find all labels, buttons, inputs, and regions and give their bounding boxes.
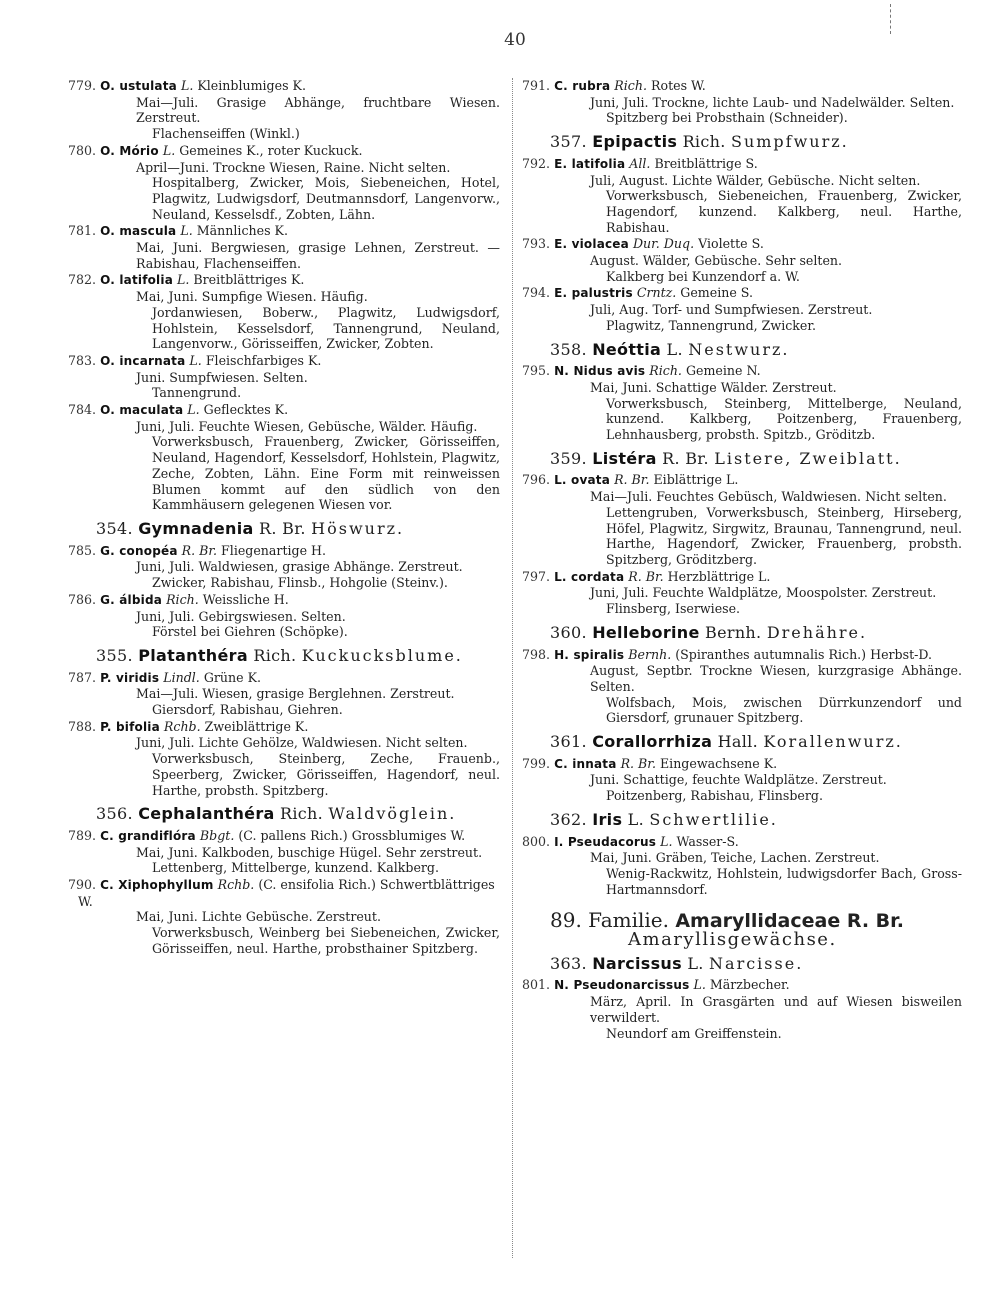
habitat-text: Juli, August. Lichte Wälder, Gebüsche. Nicht selten. <box>590 172 921 188</box>
species-heading <box>522 647 962 664</box>
localities-text: Vorwerksbusch, Steinberg, Mittelberge, Neuland, kunzend. Kalkberg, Poitzenberg, Frauenberg, Lehnhausberg, probsth. Spitzb., Gröditzb. <box>606 395 962 443</box>
species-name: E. latifolia <box>554 156 626 171</box>
family-name: Amaryllidaceae R. Br. <box>675 910 905 933</box>
localities-text: Kalkberg bei Kunzendorf a. W. <box>606 268 800 284</box>
common-name: Gemeines K., roter Kuckuck. <box>179 142 363 158</box>
habitat-text: Juni, Juli. Feuchte Wiesen, Gebüsche, Wälder. Häufig. <box>136 418 478 434</box>
species-number: 786. <box>68 591 97 607</box>
species-number: 794. <box>522 285 551 301</box>
species-author: L. <box>187 402 200 418</box>
genus-author: L. <box>627 809 644 829</box>
localities-text: Plagwitz, Tannengrund, Zwicker. <box>606 317 817 333</box>
species-heading <box>68 877 500 909</box>
genus-number: 360. <box>550 622 587 642</box>
species-heading <box>522 834 962 851</box>
species-heading <box>522 472 962 489</box>
common-name: (C. ensifolia Rich.) Schwertblättriges W. <box>78 877 495 909</box>
habitat-text: Juni. Sumpfwiesen. Selten. <box>136 369 308 385</box>
genus-number: 359. <box>550 448 587 468</box>
species-name: O. latifolia <box>100 273 173 288</box>
habitat-text: Mai, Juni. Gräben, Teiche, Lachen. Zerstreut. <box>590 850 880 866</box>
habitat-text: April—Juni. Trockne Wiesen, Raine. Nicht selten. <box>136 159 451 175</box>
localities-text: Vorwerksbusch, Frauenberg, Zwicker, Görisseiffen, Neuland, Hagendorf, Kesselsdorf, Hohlstein, Plagwitz, Zeche, Zobten, Lähn. Eine Form mit reinweissen Blumen kommt auf den südlich von den Kammhäusern gelegenen Wiesen vor. <box>152 434 500 513</box>
localities-text: Zwicker, Rabishau, Flinsb., Hohgolie (Steinv.). <box>152 575 448 591</box>
habitat-text: Mai—Juli. Wiesen, grasige Berglehnen. Zerstreut. <box>136 686 455 702</box>
genus-german-name: Narcisse. <box>709 953 804 973</box>
genus-name: Cephalanthéra <box>138 804 275 824</box>
species-number: 801. <box>522 977 551 993</box>
species-heading <box>68 543 500 560</box>
species-name: P. viridis <box>100 670 160 685</box>
genus-german-name: Höswurz. <box>311 518 405 538</box>
localities-text: Wolfsbach, Mois, zwischen Dürrkunzendorf und Giersdorf, grunauer Spitzberg. <box>606 694 962 726</box>
species-entry <box>522 977 962 1041</box>
species-heading <box>68 828 500 845</box>
species-number: 800. <box>522 833 551 849</box>
species-author: R. Br. <box>614 472 650 488</box>
genus-name: Listéra <box>592 448 657 468</box>
genus-author: R. Br. <box>662 448 709 468</box>
localities-text: Lettengruben, Vorwerksbusch, Steinberg, Hirseberg, Höfel, Plagwitz, Sirgwitz, Braunau, Tannengrund, neul. Harthe, Hagendorf, Zwicker, Frauenberg, probsth. Spitzberg, Gröditzberg. <box>606 504 962 567</box>
species-entry <box>522 756 962 804</box>
genus-heading <box>522 953 962 973</box>
species-name: L. ovata <box>554 473 611 488</box>
genus-german-name: Nestwurz. <box>688 339 790 359</box>
species-author: All. <box>629 155 651 171</box>
species-heading <box>68 402 500 419</box>
species-author: R. Br. <box>620 755 656 771</box>
species-author: L. <box>180 223 193 239</box>
species-author: Bernh. <box>628 646 672 662</box>
species-number: 784. <box>68 402 97 418</box>
common-name: Eingewachsene K. <box>659 755 778 771</box>
localities-text: Flinsberg, Iserwiese. <box>606 601 741 617</box>
genus-number: 358. <box>550 339 587 359</box>
genus-heading <box>522 134 962 150</box>
species-author: Crntz. <box>636 285 677 301</box>
species-number: 790. <box>68 877 97 893</box>
species-author: L. <box>693 977 706 993</box>
species-heading <box>68 353 500 370</box>
species-heading <box>68 143 500 160</box>
genus-name: Platanthéra <box>138 645 248 665</box>
localities-text: Neundorf am Greiffenstein. <box>606 1025 782 1041</box>
species-number: 782. <box>68 272 97 288</box>
species-heading <box>522 78 962 95</box>
family-heading <box>522 908 962 933</box>
habitat-text: August. Wälder, Gebüsche. Sehr selten. <box>590 253 843 269</box>
genus-number: 363. <box>550 953 587 973</box>
genus-number: 355. <box>96 645 133 665</box>
localities-text: Hospitalberg, Zwicker, Mois, Siebeneichen, Hotel, Plagwitz, Ludwigsdorf, Deutmannsdorf, Langenvorw., Neuland, Kesselsdf., Zobten, Lähn. <box>152 175 500 222</box>
species-entry <box>522 472 962 567</box>
species-number: 797. <box>522 568 551 584</box>
species-number: 779. <box>68 78 97 93</box>
species-heading <box>68 78 500 95</box>
species-name: L. cordata <box>554 569 625 584</box>
genus-name: Narcissus <box>592 953 682 973</box>
species-number: 795. <box>522 363 551 379</box>
genus-author: Hall. <box>717 732 758 752</box>
species-author: Rchb. <box>217 877 255 893</box>
genus-heading <box>522 622 962 642</box>
species-name: O. incarnata <box>100 353 186 368</box>
species-heading <box>522 756 962 773</box>
genus-number: 357. <box>550 132 587 152</box>
common-name: Eiblättrige L. <box>653 472 739 488</box>
species-entry <box>68 670 500 718</box>
species-entry <box>522 647 962 727</box>
habitat-text: Mai—Juli. Grasige Abhänge, fruchtbare Wiesen. Zerstreut. <box>136 94 500 126</box>
common-name: Grüne K. <box>203 669 262 685</box>
genus-heading <box>522 339 962 359</box>
species-name: P. bifolia <box>100 719 160 734</box>
species-heading <box>68 272 500 289</box>
common-name: Kleinblumiges K. <box>197 78 306 93</box>
genus-author: Rich. <box>253 645 297 665</box>
species-name: I. Pseudacorus <box>554 834 657 849</box>
common-name: Gemeine N. <box>685 363 761 379</box>
species-entry <box>522 156 962 236</box>
species-number: 792. <box>522 155 551 171</box>
common-name: Rotes W. <box>651 78 706 93</box>
species-entry <box>68 353 500 401</box>
genus-heading <box>522 448 962 468</box>
species-entry <box>68 828 500 876</box>
species-number: 793. <box>522 236 551 252</box>
species-entry <box>68 877 500 957</box>
genus-number: 356. <box>96 804 133 824</box>
species-name: C. Xiphophyllum <box>100 878 214 893</box>
habitat-text: Mai, Juni. Lichte Gebüsche. Zerstreut. <box>136 909 381 925</box>
common-name: Märzbecher. <box>709 977 790 993</box>
species-name: N. Nidus avis <box>554 364 646 379</box>
common-name: (Spiranthes autumnalis Rich.) Herbst-D. <box>675 646 933 662</box>
species-heading <box>68 670 500 687</box>
species-entry <box>522 569 962 617</box>
genus-number: 361. <box>550 732 587 752</box>
genus-german-name: Schwertlilie. <box>649 809 778 829</box>
habitat-text: Mai, Juni. Kalkboden, buschige Hügel. Sehr zerstreut. <box>136 844 483 860</box>
genus-german-name: Drehähre. <box>766 622 868 642</box>
habitat-text: Juli, Aug. Torf- und Sumpfwiesen. Zerstreut. <box>590 302 873 318</box>
species-number: 781. <box>68 223 97 239</box>
habitat-text: August, Septbr. Trockne Wiesen, kurzgrasige Abhänge. Selten. <box>590 663 962 694</box>
species-name: N. Pseudonarcissus <box>554 978 690 993</box>
species-author: R. Br. <box>181 542 218 558</box>
genus-german-name: Listere, Zweiblatt. <box>714 448 902 468</box>
species-name: H. spiralis <box>554 647 625 662</box>
genus-author: Bernh. <box>705 622 762 642</box>
species-author: L. <box>177 272 190 288</box>
genus-name: Neóttia <box>592 339 662 359</box>
genus-name: Iris <box>592 809 623 829</box>
species-heading <box>522 236 962 253</box>
species-heading <box>68 592 500 609</box>
habitat-text: Mai, Juni. Sumpfige Wiesen. Häufig. <box>136 289 368 305</box>
genus-heading <box>522 809 962 829</box>
common-name: Wasser-S. <box>676 833 739 849</box>
species-heading <box>522 363 962 380</box>
species-entry <box>68 272 500 352</box>
common-name: Männliches K. <box>196 223 288 239</box>
species-number: 789. <box>68 827 97 843</box>
localities-text: Giersdorf, Rabishau, Giehren. <box>152 702 343 718</box>
species-author: Bbgt. <box>199 827 235 843</box>
species-author: Rich. <box>649 363 682 379</box>
left-column <box>68 78 500 958</box>
localities-text: Flachenseiffen (Winkl.) <box>152 126 300 142</box>
habitat-text: Mai, Juni. Bergwiesen, grasige Lehnen, Zerstreut. — Rabishau, Flachenseiffen. <box>136 240 500 271</box>
habitat-text: Juni, Juli. Waldwiesen, grasige Abhänge. Zerstreut. <box>136 559 463 575</box>
localities-text: Wenig-Rackwitz, Hohlstein, ludwigsdorfer Bach, Gross-Hartmannsdorf. <box>606 865 962 897</box>
species-number: 796. <box>522 472 551 488</box>
species-author: L. <box>660 833 673 849</box>
species-name: C. innata <box>554 756 617 771</box>
species-name: C. rubra <box>554 79 611 93</box>
species-entry <box>522 285 962 333</box>
localities-text: Lettenberg, Mittelberge, kunzend. Kalkberg. <box>152 860 439 876</box>
genus-number: 354. <box>96 518 133 538</box>
species-heading <box>68 223 500 240</box>
habitat-text: Juni, Juli. Trockne, lichte Laub- und Nadelwälder. Selten. <box>590 94 955 110</box>
genus-number: 362. <box>550 809 587 829</box>
species-author: Rich. <box>614 78 647 93</box>
species-author: L. <box>162 142 176 158</box>
genus-author: Rich. <box>280 804 324 824</box>
common-name: Breitblättrige S. <box>654 155 758 171</box>
genus-name: Gymnadenia <box>138 518 254 538</box>
genus-name: Helleborine <box>592 622 700 642</box>
species-author: Rich. <box>166 591 199 607</box>
species-name: G. álbida <box>100 592 163 607</box>
localities-text: Tannengrund. <box>152 385 242 401</box>
family-label: Familie. <box>588 908 669 933</box>
species-entry <box>68 78 500 142</box>
family-number: 89. <box>550 908 582 933</box>
common-name: Geflecktes K. <box>203 402 289 418</box>
genus-german-name: Korallenwurz. <box>763 732 903 752</box>
common-name: Breitblättriges K. <box>193 272 305 288</box>
species-number: 785. <box>68 542 97 558</box>
right-column <box>522 78 962 1042</box>
genus-name: Corallorrhiza <box>592 732 713 752</box>
species-entry <box>522 834 962 898</box>
genus-heading <box>68 645 500 665</box>
species-name: E. violacea <box>554 237 629 252</box>
common-name: Herzblättrige L. <box>667 568 771 584</box>
species-entry <box>68 592 500 640</box>
genus-author: R. Br. <box>259 518 306 538</box>
habitat-text: März, April. In Grasgärten und auf Wiesen bisweilen verwildert. <box>590 994 962 1025</box>
species-number: 798. <box>522 646 551 662</box>
species-entry <box>68 223 500 271</box>
species-entry <box>522 78 962 126</box>
habitat-text: Juni, Juli. Lichte Gehölze, Waldwiesen. Nicht selten. <box>136 735 468 751</box>
common-name: Gemeine S. <box>680 285 753 301</box>
habitat-text: Juni, Juli. Gebirgswiesen. Selten. <box>136 608 346 624</box>
localities-text: Vorwerksbusch, Steinberg, Zeche, Frauenb., Speerberg, Zwicker, Görisseiffen, Hagendorf, neul. Harthe, probsth. Spitzberg. <box>152 751 500 798</box>
page-number: 40 <box>504 30 526 50</box>
common-name: Fliegenartige H. <box>221 542 327 558</box>
species-name: C. grandiflóra <box>100 828 196 843</box>
species-author: R. Br. <box>628 568 664 584</box>
species-entry <box>522 363 962 443</box>
common-name: Violette S. <box>698 236 764 252</box>
species-number: 788. <box>68 718 97 734</box>
column-divider <box>512 78 513 1258</box>
species-number: 780. <box>68 142 97 158</box>
species-entry <box>68 719 500 799</box>
species-author: L. <box>189 352 202 368</box>
localities-text: Spitzberg bei Probsthain (Schneider). <box>606 110 848 126</box>
habitat-text: Mai—Juli. Feuchtes Gebüsch, Waldwiesen. Nicht selten. <box>590 489 947 505</box>
species-name: O. mascula <box>100 224 177 239</box>
habitat-text: Juni, Juli. Feuchte Waldplätze, Moospolster. Zerstreut. <box>590 585 937 601</box>
habitat-text: Mai, Juni. Schattige Wälder. Zerstreut. <box>590 379 837 395</box>
genus-german-name: Kuckucksblume. <box>301 645 463 665</box>
species-number: 799. <box>522 755 551 771</box>
species-heading <box>68 719 500 736</box>
common-name: (C. pallens Rich.) Grossblumiges W. <box>238 827 466 843</box>
localities-text: Vorwerksbusch, Weinberg bei Siebeneichen, Zwicker, Görisseiffen, neul. Harthe, probsthainer Spitzberg. <box>152 925 500 956</box>
species-entry <box>68 402 500 513</box>
localities-text: Jordanwiesen, Boberw., Plagwitz, Ludwigsdorf, Hohlstein, Kesselsdorf, Tannengrund, Neuland, Langenvorw., Görisseiffen, Zwicker, Zobten. <box>152 304 500 352</box>
localities-text: Förstel bei Giehren (Schöpke). <box>152 624 348 640</box>
genus-name: Epipactis <box>592 132 678 152</box>
species-heading <box>522 285 962 302</box>
species-entry <box>68 543 500 591</box>
genus-author: L. <box>666 339 683 359</box>
species-name: O. Mório <box>100 143 159 158</box>
species-number: 791. <box>522 78 551 93</box>
species-number: 787. <box>68 669 97 685</box>
genus-heading <box>68 518 500 538</box>
species-author: Rchb. <box>163 718 201 734</box>
genus-heading <box>68 806 500 822</box>
genus-author: L. <box>687 953 704 973</box>
species-name: E. palustris <box>554 286 633 301</box>
species-author: Lindl. <box>163 669 200 685</box>
family-german-name: Amaryllisgewächse. <box>628 929 837 951</box>
species-name: O. ustulata <box>100 79 177 93</box>
habitat-text: Juni. Schattige, feuchte Waldplätze. Zerstreut. <box>590 772 887 788</box>
species-author: Dur. Duq. <box>632 236 695 252</box>
localities-text: Vorwerksbusch, Siebeneichen, Frauenberg, Zwicker, Hagendorf, kunzend. Kalkberg, neul. Harthe, Rabishau. <box>606 188 962 235</box>
common-name: Fleischfarbiges K. <box>205 352 322 368</box>
species-author: L. <box>180 78 194 93</box>
genus-author: Rich. <box>682 132 726 152</box>
common-name: Zweiblättrige K. <box>204 718 309 734</box>
species-name: G. conopéa <box>100 543 178 558</box>
genus-heading <box>522 734 962 750</box>
common-name: Weissliche H. <box>202 591 289 607</box>
species-name: O. maculata <box>100 403 184 418</box>
genus-german-name: Sumpfwurz. <box>730 132 849 152</box>
species-number: 783. <box>68 352 97 368</box>
genus-german-name: Waldvöglein. <box>328 804 457 824</box>
localities-text: Poitzenberg, Rabishau, Flinsberg. <box>606 788 823 804</box>
species-heading <box>522 156 962 173</box>
species-entry <box>68 143 500 223</box>
species-entry <box>522 236 962 284</box>
species-heading <box>522 977 962 994</box>
species-heading <box>522 569 962 586</box>
